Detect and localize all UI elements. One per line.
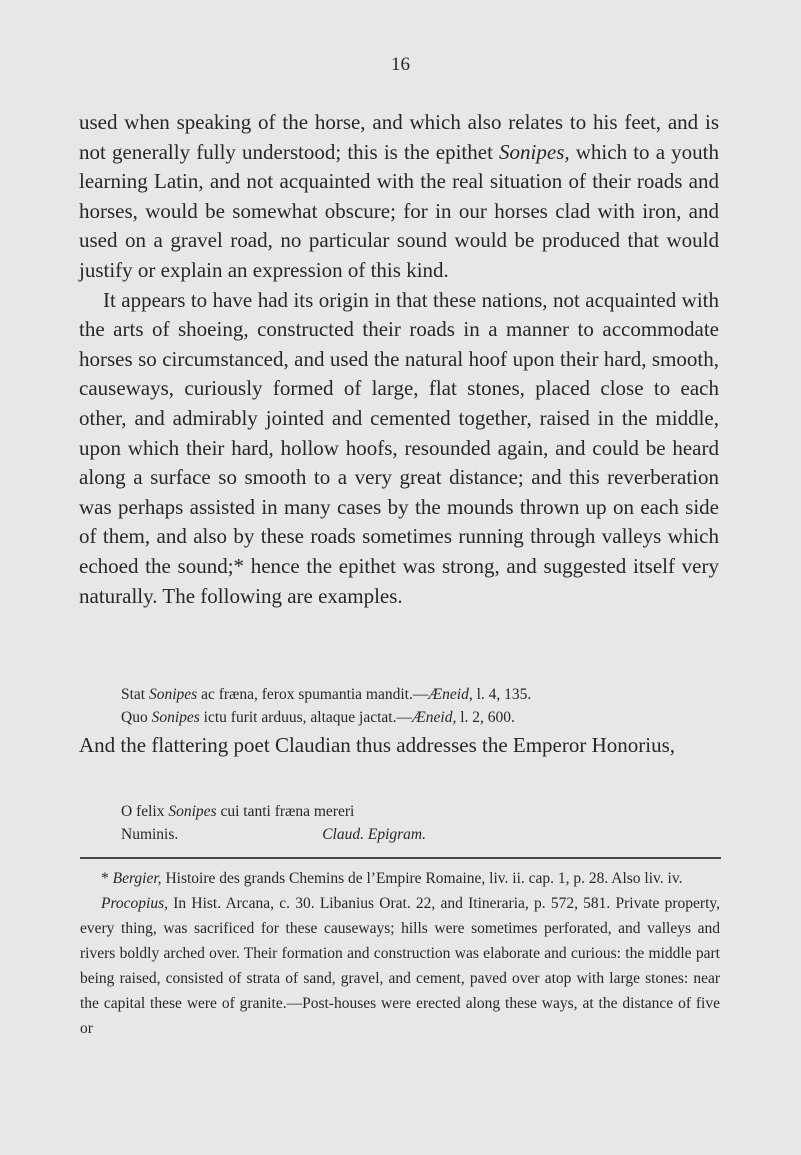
paragraph-1-end: which to a youth learning Latin, and not acquainted with the real situation of their roads and horses, would be somewhat obscure; for in our horses clad with iron, and used on a gravel road, no particular sound would be produced that would justify or explain an expression of this kind. [79, 139, 719, 282]
quote-reference: l. 2, 600. [456, 709, 515, 726]
sonipes-term: Sonipes, [499, 139, 570, 164]
claudian-quotation [121, 800, 721, 846]
aeneid-quotations [121, 683, 721, 729]
paragraph-1 [79, 108, 719, 286]
quote-text: O felix [121, 803, 169, 820]
main-text [79, 108, 719, 611]
footnote-text: In Hist. Arcana, c. 30. Libanius Orat. 22, and Itineraria, p. 572, 581. Private property, every thing, was sacrificed for these causeways; hills were sometimes perforated, and valleys and rivers boldly arched over. Their formation and construction was elaborate and curious: the middle part being raised, consisted of strata of sand, gravel, and cement, paved over atop with large stones: near the capital these were of granite.—Post-houses were erected along these ways, at the distance of five or [80, 895, 720, 1037]
footnote-text: Histoire des grands Chemins de l’Empire Romaine, liv. ii. cap. 1, p. 28. Also liv. iv. [161, 870, 683, 887]
footnote-2 [80, 891, 720, 1041]
quote-reference: l. 4, 135. [472, 686, 532, 703]
quote-text: Stat [121, 686, 149, 703]
footnotes [80, 866, 720, 1041]
quote-text: ictu furit arduus, altaque jactat.— [199, 709, 412, 726]
quote-text: Numinis. [121, 826, 179, 843]
claudian-line-2 [121, 823, 426, 846]
footnote-author: Bergier, [112, 870, 162, 887]
quote-text: ac fræna, ferox spumantia mandit.— [197, 686, 429, 703]
quote-italic: Sonipes [151, 709, 200, 726]
footnote-divider [80, 857, 721, 859]
page-number: 16 [391, 54, 410, 75]
quote-source: Æneid, [428, 686, 473, 703]
claudian-line-1 [121, 800, 721, 823]
quotation-line-1 [121, 683, 721, 706]
quote-italic: Sonipes [149, 686, 198, 703]
footnote-author: Procopius, [101, 895, 169, 912]
quote-text: cui tanti fræna mereri [216, 803, 355, 820]
paragraph-1-start: used when speaking of the horse, and which also relates to his feet, and is not generally fully understood; this is the epithet [79, 110, 719, 164]
footnote-1: * Bergier, Histoire des grands Chemins de l’Empire Romaine, liv. ii. cap. 1, p. 28. Also liv. iv. [101, 870, 683, 887]
quote-text: Quo [121, 709, 152, 726]
quote-italic: Sonipes [168, 803, 217, 820]
quote-source: Æneid, [411, 709, 457, 726]
paragraph-2: It appears to have had its origin in that these nations, not acquainted with the arts of shoeing, constructed their roads in a manner to accommodate horses so circumstanced, and used the natural hoof upon their hard, smooth, causeways, curiously formed of large, flat stones, placed close to each other, and admirably jointed and cemented together, raised in the middle, upon which their hard, hollow hoofs, resounded again, and could be heard along a surface so smooth to a very great distance; and this reverberation was perhaps assisted in many cases by the mounds thrown up on each side of them, and also by these roads sometimes running through valleys which echoed the sound;* hence the epithet was strong, and suggested itself very naturally. The following are examples. [79, 287, 719, 608]
quotation-line-2 [121, 706, 721, 729]
paragraph-3: And the flattering poet Claudian thus addresses the Emperor Honorius, [79, 733, 676, 757]
quote-source: Claud. Epigram. [322, 826, 426, 843]
